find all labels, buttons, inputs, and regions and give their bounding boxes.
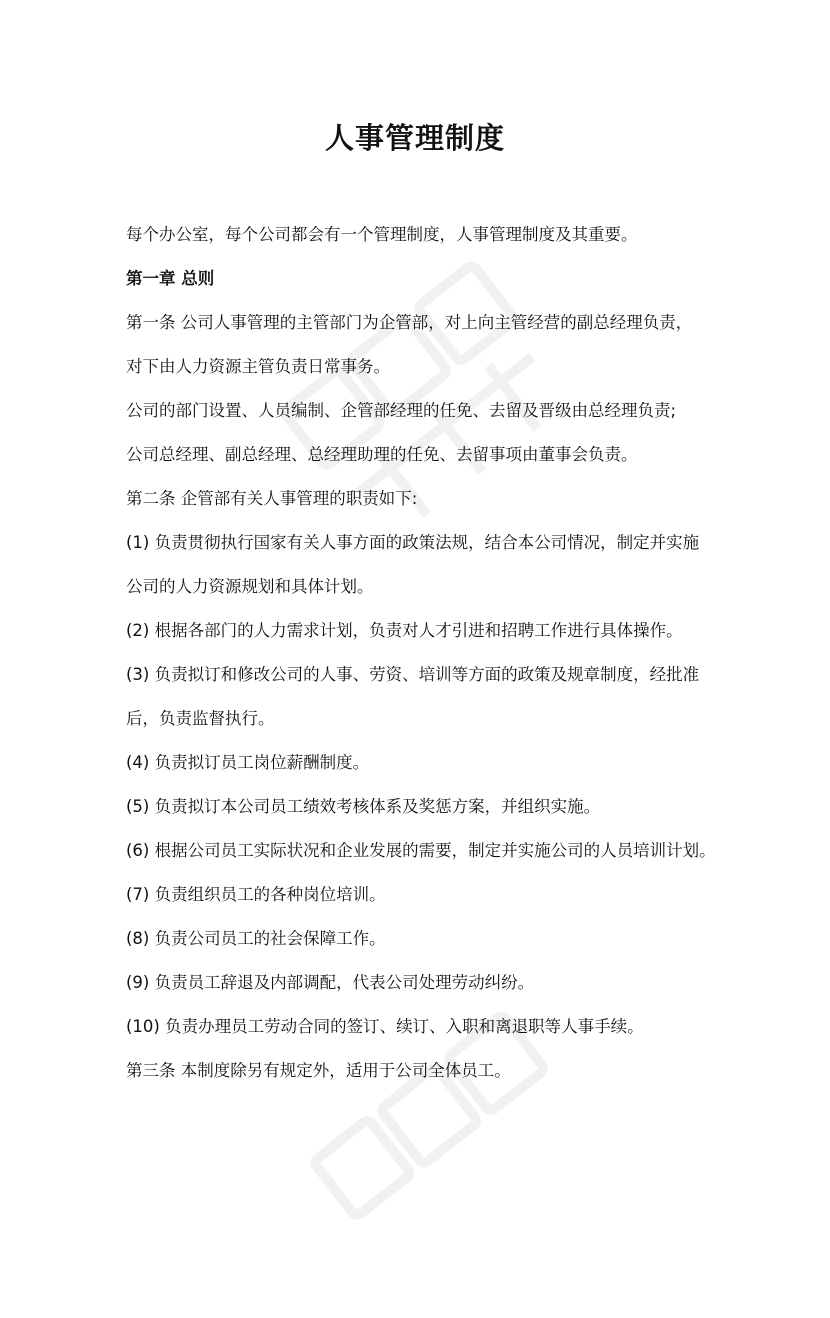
watermark-logo — [293, 992, 627, 1318]
duty-5: (5) 负责拟订本公司员工绩效考核体系及奖惩方案，并组织实施。 — [126, 797, 601, 816]
page-title: 人事管理制度 — [324, 121, 505, 155]
duty-9: (9) 负责员工辞退及内部调配，代表公司处理劳动纠纷。 — [126, 973, 535, 992]
article-1-line-2: 对下由人力资源主管负责日常事务。 — [126, 357, 390, 376]
article-3: 第三条 本制度除另有规定外，适用于公司全体员工。 — [126, 1061, 511, 1080]
duty-8: (8) 负责公司员工的社会保障工作。 — [126, 929, 386, 948]
article-2-heading: 第二条 企管部有关人事管理的职责如下: — [126, 489, 418, 508]
duty-1-line-2: 公司的人力资源规划和具体计划。 — [126, 577, 374, 596]
duty-10: (10) 负责办理员工劳动合同的签订、续订、入职和离退职等人事手续。 — [126, 1017, 644, 1036]
duty-4: (4) 负责拟订员工岗位薪酬制度。 — [126, 753, 370, 772]
duty-7: (7) 负责组织员工的各种岗位培训。 — [126, 885, 386, 904]
chapter-heading: 第一章 总则 — [126, 269, 215, 288]
intro-paragraph: 每个办公室，每个公司都会有一个管理制度，人事管理制度及其重要。 — [126, 225, 638, 244]
article-1-line-3: 公司的部门设置、人员编制、企管部经理的任免、去留及晋级由总经理负责; — [126, 401, 677, 420]
duty-3-line-2: 后，负责监督执行。 — [126, 709, 275, 728]
article-1-line-1: 第一条 公司人事管理的主管部门为企管部，对上向主管经营的副总经理负责， — [126, 313, 693, 332]
duty-3-line-1: (3) 负责拟订和修改公司的人事、劳资、培训等方面的政策及规章制度，经批准 — [126, 665, 700, 684]
duty-2: (2) 根据各部门的人力需求计划，负责对人才引进和招聘工作进行具体操作。 — [126, 621, 683, 640]
duty-6: (6) 根据公司员工实际状况和企业发展的需要，制定并实施公司的人员培训计划。 — [126, 841, 716, 860]
duty-1-line-1: (1) 负责贯彻执行国家有关人事方面的政策法规，结合本公司情况，制定并实施 — [126, 533, 700, 552]
article-1-line-4: 公司总经理、副总经理、总经理助理的任免、去留事项由董事会负责。 — [126, 445, 638, 464]
